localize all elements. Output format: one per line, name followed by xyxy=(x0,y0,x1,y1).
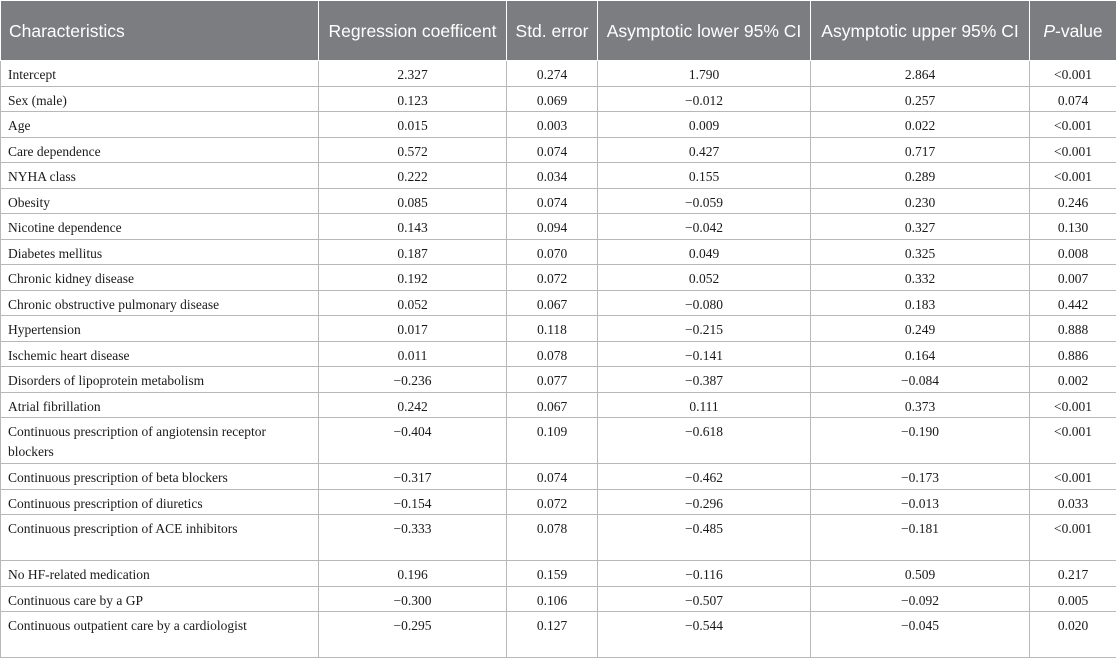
row-upper-ci: −0.181 xyxy=(811,515,1030,561)
row-std-error: 0.077 xyxy=(507,367,598,393)
row-p-value: 0.246 xyxy=(1030,188,1116,214)
row-upper-ci: 0.717 xyxy=(811,137,1030,163)
row-lower-ci: 0.049 xyxy=(598,239,811,265)
row-regression-coefficient: 0.123 xyxy=(319,86,507,112)
row-regression-coefficient: 0.187 xyxy=(319,239,507,265)
row-characteristic: No HF-related medication xyxy=(1,561,319,587)
header-p-italic: P xyxy=(1043,21,1055,41)
row-std-error: 0.069 xyxy=(507,86,598,112)
row-regression-coefficient: 0.143 xyxy=(319,214,507,240)
row-characteristic: Ischemic heart disease xyxy=(1,341,319,367)
row-std-error: 0.074 xyxy=(507,137,598,163)
row-p-value: <0.001 xyxy=(1030,61,1116,87)
row-characteristic: Intercept xyxy=(1,61,319,87)
row-characteristic: Sex (male) xyxy=(1,86,319,112)
row-characteristic: Care dependence xyxy=(1,137,319,163)
row-upper-ci: 0.183 xyxy=(811,290,1030,316)
table-row xyxy=(1,464,1116,490)
row-std-error: 0.118 xyxy=(507,316,598,342)
row-characteristic: Continuous care by a GP xyxy=(1,586,319,612)
row-std-error: 0.072 xyxy=(507,489,598,515)
row-regression-coefficient: 2.327 xyxy=(319,61,507,87)
row-p-value: 0.888 xyxy=(1030,316,1116,342)
row-std-error: 0.074 xyxy=(507,464,598,490)
row-characteristic: Continuous prescription of beta blockers xyxy=(1,464,319,490)
row-upper-ci: −0.084 xyxy=(811,367,1030,393)
row-characteristic: Chronic obstructive pulmonary disease xyxy=(1,290,319,316)
table-row xyxy=(1,612,1116,658)
row-std-error: 0.072 xyxy=(507,265,598,291)
row-lower-ci: 0.052 xyxy=(598,265,811,291)
row-p-value: 0.007 xyxy=(1030,265,1116,291)
row-p-value: 0.005 xyxy=(1030,586,1116,612)
row-regression-coefficient: 0.052 xyxy=(319,290,507,316)
row-p-value: 0.002 xyxy=(1030,367,1116,393)
row-std-error: 0.159 xyxy=(507,561,598,587)
table-row xyxy=(1,188,1116,214)
row-std-error: 0.003 xyxy=(507,112,598,138)
row-lower-ci: −0.618 xyxy=(598,418,811,464)
row-std-error: 0.127 xyxy=(507,612,598,658)
row-regression-coefficient: 0.015 xyxy=(319,112,507,138)
table-row xyxy=(1,561,1116,587)
row-lower-ci: −0.485 xyxy=(598,515,811,561)
table-row xyxy=(1,515,1116,561)
row-std-error: 0.094 xyxy=(507,214,598,240)
row-upper-ci: 0.325 xyxy=(811,239,1030,265)
row-std-error: 0.067 xyxy=(507,290,598,316)
row-upper-ci: 0.230 xyxy=(811,188,1030,214)
row-std-error: 0.070 xyxy=(507,239,598,265)
row-upper-ci: 0.327 xyxy=(811,214,1030,240)
row-upper-ci: 0.022 xyxy=(811,112,1030,138)
row-p-value: <0.001 xyxy=(1030,163,1116,189)
row-lower-ci: −0.116 xyxy=(598,561,811,587)
table-row xyxy=(1,586,1116,612)
table-row xyxy=(1,290,1116,316)
row-regression-coefficient: 0.192 xyxy=(319,265,507,291)
row-regression-coefficient: 0.011 xyxy=(319,341,507,367)
table-row xyxy=(1,265,1116,291)
row-upper-ci: −0.190 xyxy=(811,418,1030,464)
row-characteristic: Diabetes mellitus xyxy=(1,239,319,265)
row-std-error: 0.067 xyxy=(507,392,598,418)
row-characteristic: Continuous outpatient care by a cardiologist xyxy=(1,612,319,658)
row-p-value: 0.130 xyxy=(1030,214,1116,240)
row-lower-ci: −0.080 xyxy=(598,290,811,316)
row-upper-ci: 0.164 xyxy=(811,341,1030,367)
row-upper-ci: −0.013 xyxy=(811,489,1030,515)
row-p-value: <0.001 xyxy=(1030,112,1116,138)
table-body xyxy=(1,61,1116,658)
row-lower-ci: −0.215 xyxy=(598,316,811,342)
row-p-value: <0.001 xyxy=(1030,137,1116,163)
row-lower-ci: 1.790 xyxy=(598,61,811,87)
row-std-error: 0.274 xyxy=(507,61,598,87)
row-lower-ci: −0.387 xyxy=(598,367,811,393)
header-asymptotic-upper-ci: Asymptotic upper 95% CI xyxy=(811,1,1030,61)
row-lower-ci: 0.427 xyxy=(598,137,811,163)
row-regression-coefficient: 0.085 xyxy=(319,188,507,214)
row-regression-coefficient: −0.154 xyxy=(319,489,507,515)
row-upper-ci: 2.864 xyxy=(811,61,1030,87)
header-row xyxy=(1,1,1116,61)
table-row xyxy=(1,137,1116,163)
row-lower-ci: 0.009 xyxy=(598,112,811,138)
row-std-error: 0.078 xyxy=(507,515,598,561)
row-lower-ci: 0.111 xyxy=(598,392,811,418)
row-upper-ci: −0.173 xyxy=(811,464,1030,490)
table-row xyxy=(1,163,1116,189)
row-lower-ci: −0.059 xyxy=(598,188,811,214)
row-characteristic: Age xyxy=(1,112,319,138)
row-characteristic: NYHA class xyxy=(1,163,319,189)
row-characteristic: Hypertension xyxy=(1,316,319,342)
row-lower-ci: −0.042 xyxy=(598,214,811,240)
row-regression-coefficient: −0.300 xyxy=(319,586,507,612)
row-regression-coefficient: 0.196 xyxy=(319,561,507,587)
header-p-suffix: -value xyxy=(1055,21,1103,41)
row-lower-ci: −0.012 xyxy=(598,86,811,112)
row-lower-ci: −0.462 xyxy=(598,464,811,490)
header-regression-coefficient: Regression coefficent xyxy=(319,1,507,61)
row-std-error: 0.106 xyxy=(507,586,598,612)
header-p-value xyxy=(1030,1,1116,61)
header-asymptotic-lower-ci: Asymptotic lower 95% CI xyxy=(598,1,811,61)
row-upper-ci: 0.509 xyxy=(811,561,1030,587)
row-upper-ci: 0.257 xyxy=(811,86,1030,112)
row-characteristic: Continuous prescription of diuretics xyxy=(1,489,319,515)
row-p-value: <0.001 xyxy=(1030,515,1116,561)
table-row xyxy=(1,214,1116,240)
row-p-value: <0.001 xyxy=(1030,392,1116,418)
row-p-value: 0.442 xyxy=(1030,290,1116,316)
row-p-value: 0.008 xyxy=(1030,239,1116,265)
row-p-value: 0.033 xyxy=(1030,489,1116,515)
row-characteristic: Continuous prescription of angiotensin receptor blockers xyxy=(1,418,319,464)
row-characteristic: Atrial fibrillation xyxy=(1,392,319,418)
row-characteristic: Disorders of lipoprotein metabolism xyxy=(1,367,319,393)
row-regression-coefficient: −0.404 xyxy=(319,418,507,464)
row-p-value: 0.217 xyxy=(1030,561,1116,587)
row-upper-ci: −0.092 xyxy=(811,586,1030,612)
table-row xyxy=(1,112,1116,138)
row-p-value: <0.001 xyxy=(1030,418,1116,464)
table-row xyxy=(1,418,1116,464)
row-lower-ci: −0.296 xyxy=(598,489,811,515)
table-header xyxy=(1,1,1116,61)
row-regression-coefficient: 0.017 xyxy=(319,316,507,342)
row-regression-coefficient: −0.317 xyxy=(319,464,507,490)
row-upper-ci: 0.249 xyxy=(811,316,1030,342)
row-characteristic: Obesity xyxy=(1,188,319,214)
row-lower-ci: −0.507 xyxy=(598,586,811,612)
row-std-error: 0.078 xyxy=(507,341,598,367)
row-characteristic: Chronic kidney disease xyxy=(1,265,319,291)
table-row xyxy=(1,489,1116,515)
row-regression-coefficient: −0.333 xyxy=(319,515,507,561)
row-upper-ci: −0.045 xyxy=(811,612,1030,658)
row-p-value: 0.886 xyxy=(1030,341,1116,367)
table-row xyxy=(1,86,1116,112)
row-regression-coefficient: 0.572 xyxy=(319,137,507,163)
row-regression-coefficient: −0.295 xyxy=(319,612,507,658)
row-upper-ci: 0.289 xyxy=(811,163,1030,189)
table-row xyxy=(1,367,1116,393)
row-std-error: 0.109 xyxy=(507,418,598,464)
row-regression-coefficient: 0.242 xyxy=(319,392,507,418)
row-lower-ci: 0.155 xyxy=(598,163,811,189)
row-lower-ci: −0.141 xyxy=(598,341,811,367)
table-row xyxy=(1,392,1116,418)
row-regression-coefficient: 0.222 xyxy=(319,163,507,189)
table-row xyxy=(1,61,1116,87)
row-p-value: 0.020 xyxy=(1030,612,1116,658)
row-p-value: 0.074 xyxy=(1030,86,1116,112)
table-row xyxy=(1,316,1116,342)
row-std-error: 0.034 xyxy=(507,163,598,189)
header-std-error: Std. error xyxy=(507,1,598,61)
row-std-error: 0.074 xyxy=(507,188,598,214)
row-characteristic: Continuous prescription of ACE inhibitors xyxy=(1,515,319,561)
table-row xyxy=(1,239,1116,265)
row-p-value: <0.001 xyxy=(1030,464,1116,490)
header-characteristics: Characteristics xyxy=(1,1,319,61)
row-regression-coefficient: −0.236 xyxy=(319,367,507,393)
row-upper-ci: 0.373 xyxy=(811,392,1030,418)
row-upper-ci: 0.332 xyxy=(811,265,1030,291)
row-characteristic: Nicotine dependence xyxy=(1,214,319,240)
row-lower-ci: −0.544 xyxy=(598,612,811,658)
table-row xyxy=(1,341,1116,367)
